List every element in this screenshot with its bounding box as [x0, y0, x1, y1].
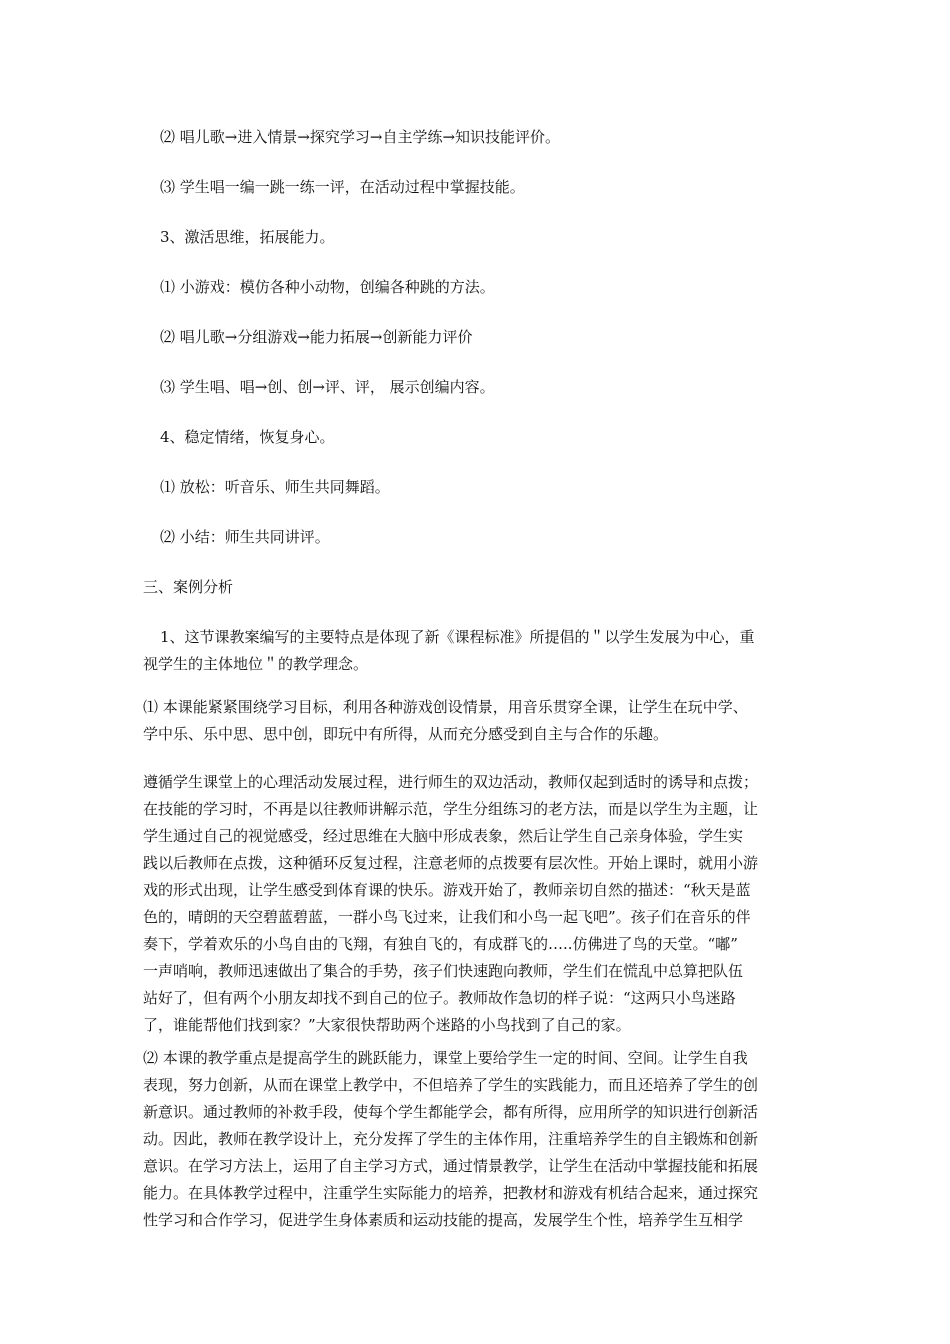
paragraph-point-1 — [143, 694, 811, 748]
text-line: 色的，晴朗的天空碧蓝碧蓝，一群小鸟飞过来，让我们和小鸟一起飞吧”。孩子们在音乐的伴 — [143, 908, 751, 926]
text-line: 遵循学生课堂上的心理活动发展过程，进行师生的双边活动，教师仅起到适时的诱导和点拨； — [143, 773, 759, 791]
text-line: 站好了，但有两个小朋友却找不到自己的位子。教师故作急切的样子说：“这两只小鸟迷路 — [143, 989, 736, 1007]
list-item: ⑴ 小游戏：模仿各种小动物，创编各种跳的方法。 — [160, 278, 495, 296]
list-item: ⑶ 学生唱、唱→创、创→评、评， 展示创编内容。 — [160, 378, 495, 396]
text-line: 在技能的学习时，不再是以往教师讲解示范，学生分组练习的老方法，而是以学生为主题，让 — [143, 800, 759, 818]
text-line: 性学习和合作学习，促进学生身体素质和运动技能的提高，发展学生个性，培养学生互相学 — [143, 1211, 744, 1229]
paragraph-point-2 — [143, 1045, 811, 1234]
text-line: 学中乐、乐中思、思中创，即玩中有所得，从而充分感受到自主与合作的乐趣。 — [143, 725, 669, 743]
text-line: 一声哨响，教师迅速做出了集合的手势，孩子们快速跑向教师，学生们在慌乱中总算把队伍 — [143, 962, 744, 980]
text-line: 意识。在学习方法上，运用了自主学习方式，通过情景教学，让学生在活动中掌握技能和拓展 — [143, 1157, 759, 1175]
paragraph-analysis-intro — [143, 624, 811, 678]
text-line: 戏的形式出现，让学生感受到体育课的快乐。游戏开始了，教师亲切自然的描述：“秋天是蓝 — [143, 881, 751, 899]
list-item: ⑵ 小结：师生共同讲评。 — [160, 528, 330, 546]
text-line: 视学生的主体地位＂的教学理念。 — [143, 655, 369, 673]
paragraph-case-description — [143, 769, 811, 1039]
list-item: ⑵ 唱儿歌→分组游戏→能力拓展→创新能力评价 — [160, 328, 473, 346]
text-line: 能力。在具体教学过程中，注重学生实际能力的培养，把教材和游戏有机结合起来，通过探究 — [143, 1184, 759, 1202]
section-heading: 4、稳定情绪，恢复身心。 — [160, 428, 335, 446]
text-line: 1、这节课教案编写的主要特点是体现了新《课程标准》所提倡的＂以学生发展为中心，重 — [160, 628, 755, 646]
section-heading: 3、激活思维，拓展能力。 — [160, 228, 335, 246]
list-item: ⑴ 放松：听音乐、师生共同舞蹈。 — [160, 478, 390, 496]
text-line: 奏下，学着欢乐的小鸟自由的飞翔，有独自飞的，有成群飞的…..仿佛进了鸟的天堂。“嘟” — [143, 935, 738, 953]
text-line: 了，谁能帮他们找到家？”大家很快帮助两个迷路的小鸟找到了自己的家。 — [143, 1016, 631, 1034]
text-line: 新意识。通过教师的补救手段，使每个学生都能学会，都有所得，应用所学的知识进行创新活 — [143, 1103, 759, 1121]
text-line: 动。因此，教师在教学设计上，充分发挥了学生的主体作用，注重培养学生的自主锻炼和创新 — [143, 1130, 759, 1148]
text-line: 表现，努力创新，从而在课堂上教学中，不但培养了学生的实践能力，而且还培养了学生的创 — [143, 1076, 759, 1094]
list-item: ⑶ 学生唱一编一跳一练一评，在活动过程中掌握技能。 — [160, 178, 525, 196]
text-line: 学生通过自己的视觉感受，经过思维在大脑中形成表象，然后让学生自己亲身体验，学生实 — [143, 827, 744, 845]
text-line: 践以后教师在点拨，这种循环反复过程，注意老师的点拨要有层次性。开始上课时，就用小游 — [143, 854, 759, 872]
text-line: ⑵ 本课的教学重点是提高学生的跳跃能力，课堂上要给学生一定的时间、空间。让学生自我 — [143, 1049, 748, 1067]
text-line: ⑴ 本课能紧紧围绕学习目标，利用各种游戏创设情景，用音乐贯穿全课，让学生在玩中学、 — [143, 698, 748, 716]
list-item: ⑵ 唱儿歌→进入情景→探究学习→自主学练→知识技能评价。 — [160, 128, 561, 146]
chapter-heading: 三、案例分析 — [143, 578, 234, 596]
